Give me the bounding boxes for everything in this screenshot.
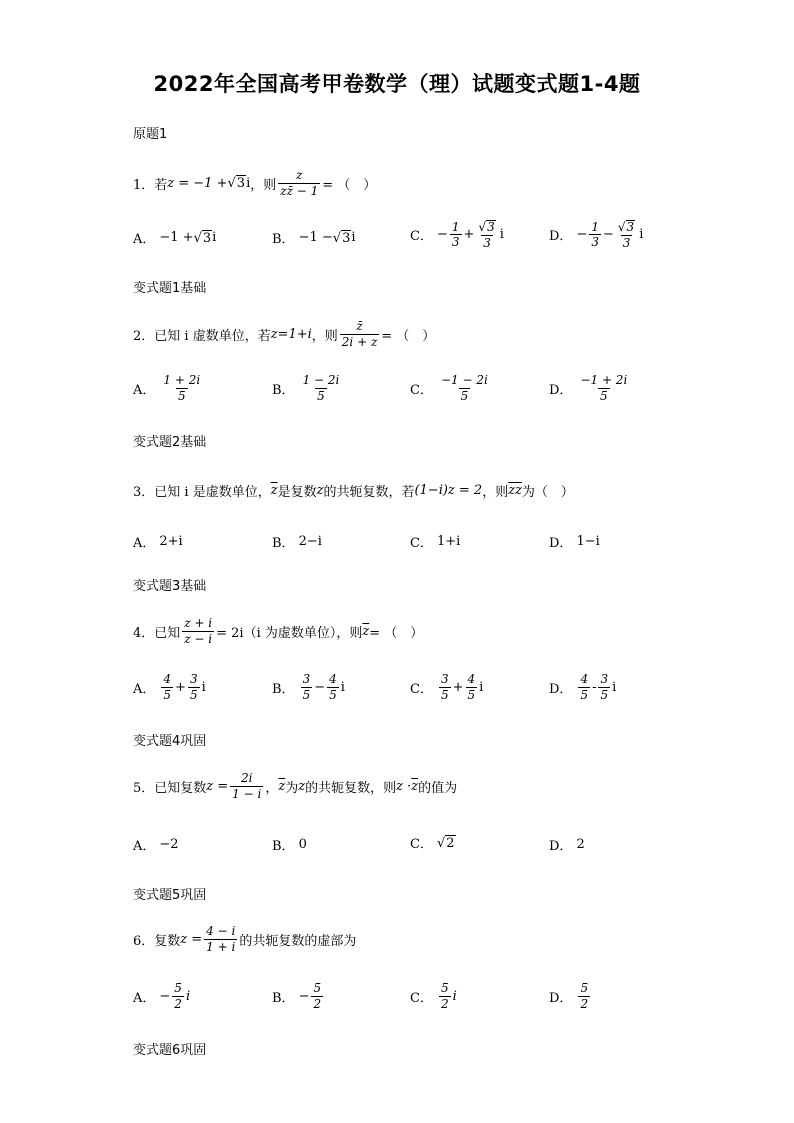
option-A: A． −1 + √ 3 i bbox=[133, 230, 217, 247]
option-A: A． $\frac{4}{5}$ + $\frac{3}{5}$ i bbox=[133, 672, 206, 702]
option-C: C． $\frac{5}{2}$ i bbox=[410, 981, 457, 1011]
option-D: D． 2 bbox=[549, 837, 585, 854]
question-3: 3．已知 i 是虚数单位， $\overline{z}$ 是复数 z 的共轭复数，若 (1−i)z = 2 ，则 $\overline{zz}$ 为（ ） bbox=[133, 483, 574, 500]
section-label-variant-1: 变式题1基础 bbox=[133, 281, 207, 296]
option-D: D． − $\frac{1}{3}$ − √ 3 3 i bbox=[549, 219, 644, 250]
sqrt-symbol: √ 3 bbox=[227, 176, 246, 192]
option-B: B． $\frac{3}{5}$ − $\frac{4}{5}$ i bbox=[272, 672, 345, 702]
question-5: 5．已知复数 z = $\frac{2i}{1 - i}$ ， $\overline{z}$ 为 z 的共轭复数，则 z · $\overline{z}$ 的值为 bbox=[133, 771, 458, 801]
option-A: A． −2 bbox=[133, 837, 179, 854]
fraction: $\frac{z}{zz̄ - 1}$ bbox=[280, 168, 319, 198]
option-D: D． $\frac{-1 + 2i}{5}$ bbox=[549, 373, 628, 403]
option-C: C． $\frac{-1 - 2i}{5}$ bbox=[410, 373, 488, 403]
option-C: C． − $\frac{1}{3}$ + √ 3 3 i bbox=[410, 219, 504, 250]
option-B: B． − $\frac{5}{2}$ bbox=[272, 981, 322, 1011]
option-C: C． √ 2 bbox=[410, 835, 455, 852]
question-6: 6．复数 z = $\frac{4 - i}{1 + i}$ 的共轭复数的虚部为 bbox=[133, 924, 357, 954]
option-B: B． 2−i bbox=[272, 534, 322, 551]
option-C: C． 1+i bbox=[410, 534, 461, 551]
section-label-variant-3: 变式题3基础 bbox=[133, 579, 207, 594]
option-D: D． $\frac{4}{5}$ - $\frac{3}{5}$ i bbox=[549, 672, 617, 702]
section-label-variant-4: 变式题4巩固 bbox=[133, 734, 207, 749]
option-D: D． $\frac{5}{2}$ bbox=[549, 981, 589, 1011]
option-B: B． 0 bbox=[272, 837, 307, 854]
section-label-variant-6: 变式题6巩固 bbox=[133, 1043, 207, 1058]
option-D: D． 1−i bbox=[549, 534, 600, 551]
option-C: C． $\frac{3}{5}$ + $\frac{4}{5}$ i bbox=[410, 672, 484, 702]
section-label-variant-5: 变式题5巩固 bbox=[133, 888, 207, 903]
question-1: 1．若 z = −1 + √ 3 i ，则 $\frac{z}{zz̄ - 1}$ = （ ） bbox=[133, 168, 377, 198]
page-title: 2022年全国高考甲卷数学（理）试题变式题1-4题 bbox=[153, 72, 641, 96]
section-label-variant-2: 变式题2基础 bbox=[133, 435, 207, 450]
option-A: A． $\frac{1 + 2i}{5}$ bbox=[133, 373, 201, 403]
option-B: B． −1 − √ 3 i bbox=[272, 230, 356, 247]
option-B: B． $\frac{1 - 2i}{5}$ bbox=[272, 373, 340, 403]
option-A: A． 2+i bbox=[133, 534, 183, 551]
section-label-original: 原题1 bbox=[133, 127, 168, 142]
question-2: 2．已知 i 虚数单位，若 z=1+i ，则 $\frac{z̄}{2i + z}$ = （ ） bbox=[133, 319, 436, 349]
option-A: A． − $\frac{5}{2}$ i bbox=[133, 981, 191, 1011]
question-4: 4．已知 $\frac{z + i}{z - i}$ = 2i（i 为虚数单位），则 $\overline{z}$ = （ ） bbox=[133, 616, 424, 646]
